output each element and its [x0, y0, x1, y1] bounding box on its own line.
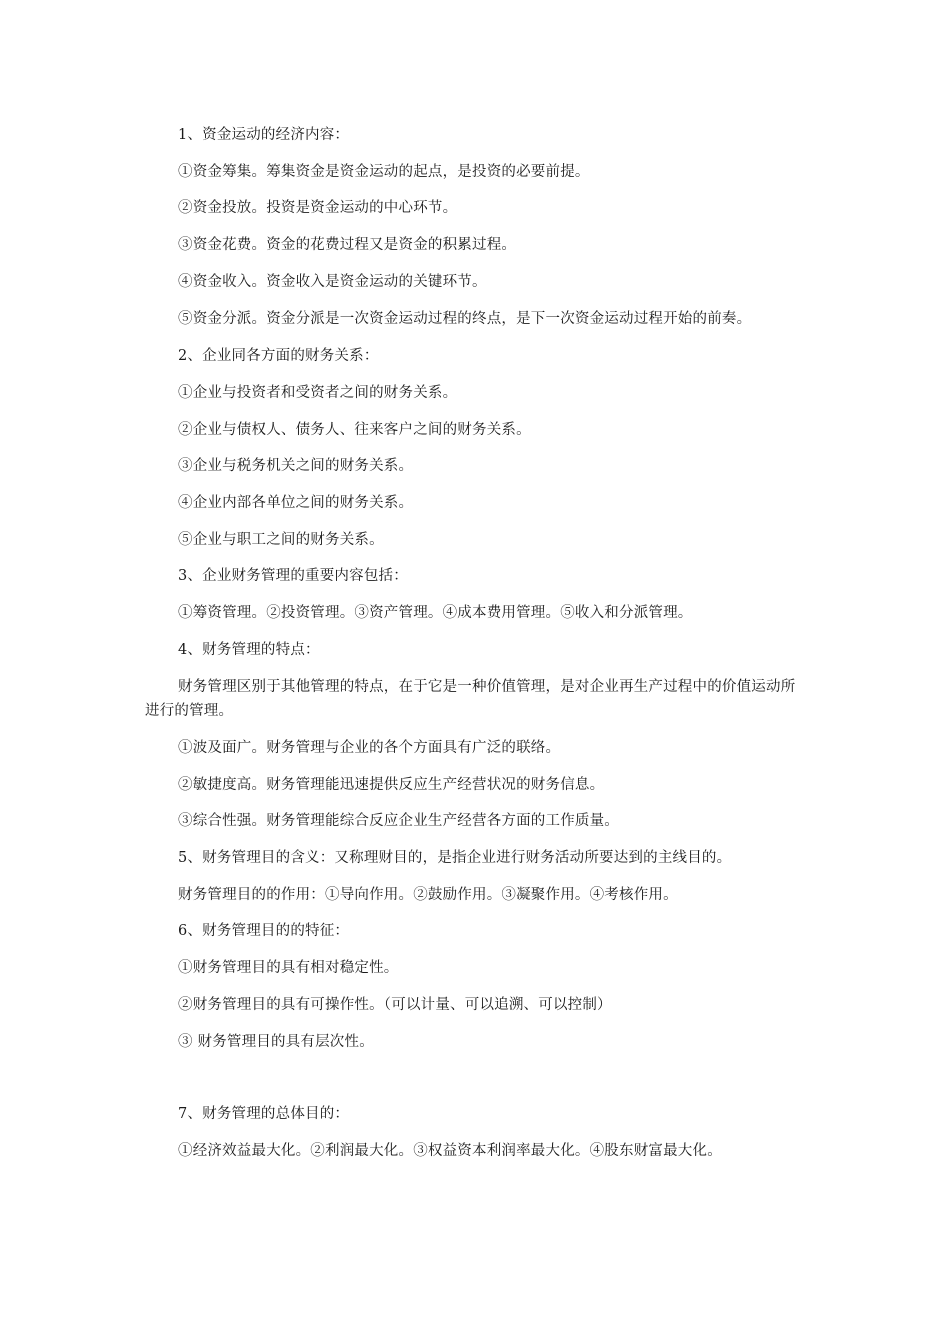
section-heading-3: 3、企业财务管理的重要内容包括：	[178, 568, 408, 585]
section-heading-4: 4、财务管理的特点：	[178, 641, 320, 658]
section-heading-7: 7、财务管理的总体目的：	[178, 1106, 350, 1123]
document-body	[145, 124, 810, 1177]
list-item: ①财务管理目的具有相对稳定性。	[178, 960, 399, 977]
list-item: ①波及面广。财务管理与企业的各个方面具有广泛的联络。	[178, 740, 561, 756]
section-heading-1: 1、资金运动的经济内容：	[178, 127, 350, 143]
section-heading-5: 5、财务管理目的含义：又称理财目的，是指企业进行财务活动所要达到的主线目的。	[178, 850, 732, 867]
list-item: ③综合性强。财务管理能综合反应企业生产经营各方面的工作质量。	[178, 813, 619, 830]
list-item: ②资金投放。投资是资金运动的中心环节。	[178, 200, 458, 217]
list-item: ⑤企业与职工之间的财务关系。	[178, 531, 384, 548]
list-item: ①经济效益最大化。②利润最大化。③权益资本利润率最大化。④股东财富最大化。	[178, 1142, 722, 1159]
list-item: ③资金花费。资金的花费过程又是资金的积累过程。	[178, 237, 517, 254]
blank-line	[145, 1067, 810, 1103]
list-item: ②企业与债权人、债务人、往来客户之间的财务关系。	[178, 421, 531, 438]
list-item: ①企业与投资者和受资者之间的财务关系。	[178, 384, 458, 401]
section-heading-6: 6、财务管理目的的特征：	[178, 923, 350, 940]
list-item: ④企业内部各单位之间的财务关系。	[178, 494, 414, 511]
list-item: ③企业与税务机关之间的财务关系。	[178, 458, 414, 475]
section-heading-2: 2、企业同各方面的财务关系：	[178, 348, 379, 365]
list-item: ①资金筹集。筹集资金是资金运动的起点，是投资的必要前提。	[178, 163, 590, 180]
body-paragraph: 财务管理目的的作用：①导向作用。②鼓励作用。③凝聚作用。④考核作用。	[178, 886, 678, 903]
list-item: ⑤资金分派。资金分派是一次资金运动过程的终点，是下一次资金运动过程开始的前奏。	[178, 311, 752, 328]
list-item: ②财务管理目的具有可操作性。（可以计量、可以追溯、可以控制）	[178, 996, 612, 1013]
list-item: ②敏捷度高。财务管理能迅速提供反应生产经营状况的财务信息。	[178, 776, 605, 793]
list-item: ④资金收入。资金收入是资金运动的关键环节。	[178, 273, 487, 290]
list-item: ③ 财务管理目的具有层次性。	[178, 1033, 374, 1050]
list-item: ①筹资管理。②投资管理。③资产管理。④成本费用管理。⑤收入和分派管理。	[178, 604, 693, 621]
body-paragraph: 财务管理区别于其他管理的特点，在于它是一种价值管理，是对企业再生产过程中的价值运动所进行的管理。	[145, 679, 796, 720]
